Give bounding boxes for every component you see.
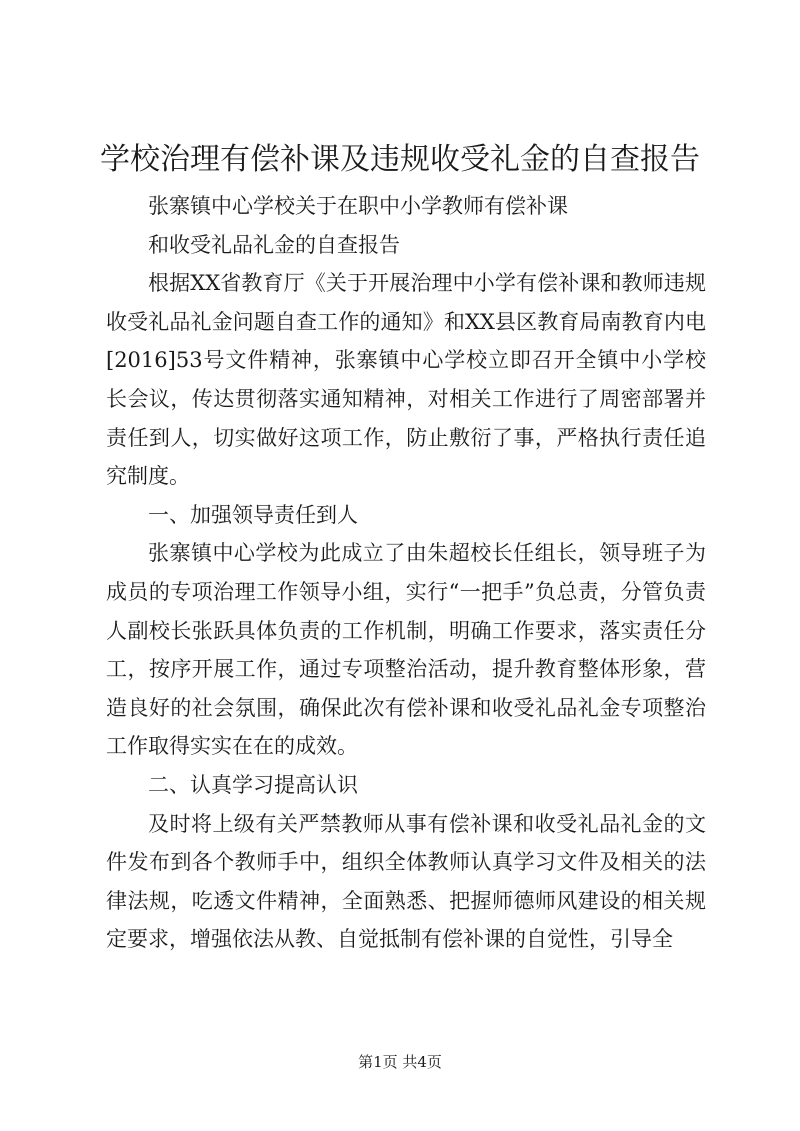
section-1-paragraph: 张寨镇中心学校为此成立了由朱超校长任组长，领导班子为成员的专项治理工作领导小组，实行“一把手”负总责，分管负责人副校长张跃具体负责的工作机制，明确工作要求，落实责任分工，按序开展工作，通过专项整治活动，提升教育整体形象，营造良好的社会氛围，确保此次有偿补课和收受礼品礼金专项整治工作取得实实在在的成效。: [106, 541, 706, 759]
subtitle-line-1: 张寨镇中心学校关于在职中小学教师有偿补课: [148, 194, 568, 218]
document-body: [106, 187, 706, 959]
section-2-paragraph: 及时将上级有关严禁教师从事有偿补课和收受礼品礼金的文件发布到各个教师手中，组织全体教师认真学习文件及相关的法律法规，吃透文件精神，全面熟悉、把握师德师风建设的相关规定要求，增强依法从教、自觉抵制有偿补课的自觉性，引导全: [106, 811, 706, 952]
section-heading-1: 一、加强领导责任到人: [148, 502, 358, 527]
subtitle-line-2: 和收受礼品礼金的自查报告: [148, 232, 400, 257]
intro-paragraph: 根据XX省教育厅《关于开展治理中小学有偿补课和教师违规收受礼品礼金问题自查工作的通知》和XX县区教育局南教育内电[2016]53号文件精神，张寨镇中心学校立即召开全镇中小学校长会议，传达贯彻落实通知精神，对相关工作进行了周密部署并责任到人，切实做好这项工作，防止敷衍了事，严格执行责任追究制度。: [106, 271, 706, 489]
page-footer: 第1页 共4页: [358, 1053, 442, 1071]
document-title: 学校治理有偿补课及违规收受礼金的自查报告: [100, 142, 700, 177]
section-heading-2: 二、认真学习提高认识: [148, 772, 358, 797]
